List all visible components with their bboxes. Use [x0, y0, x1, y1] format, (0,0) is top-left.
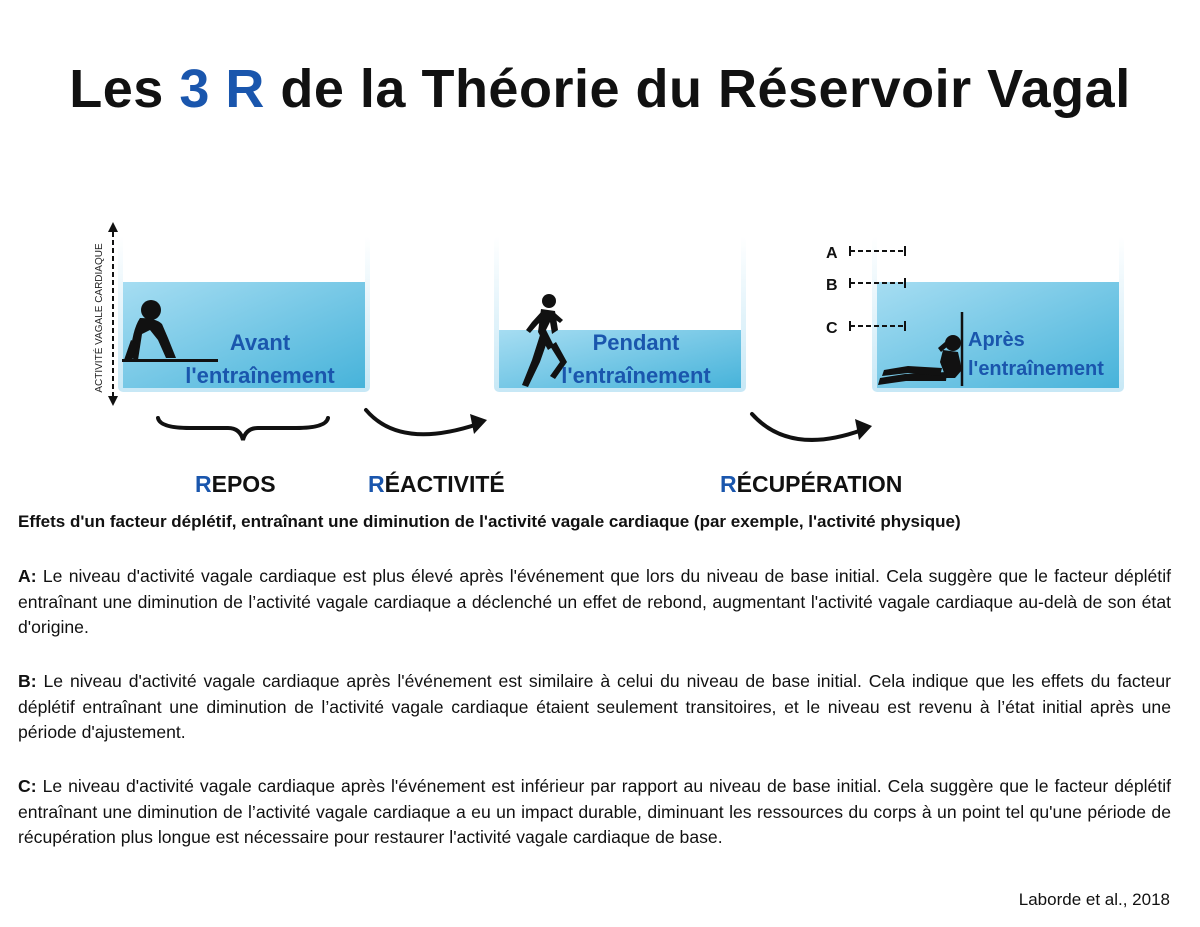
curved-arrow-reactivite	[366, 410, 487, 434]
svg-text:B: B	[826, 277, 838, 294]
curved-arrow-recuperation	[752, 414, 872, 440]
curly-brace	[158, 418, 328, 440]
title-highlight: 3 R	[179, 59, 265, 119]
container-pendant	[494, 236, 746, 392]
axis-label: ACTIVITÉ VAGALE CARDIAQUE	[94, 243, 105, 393]
stage-recuperation: RÉCUPÉRATION	[720, 471, 903, 497]
container-label-line1: Pendant	[592, 330, 680, 355]
diagram-subtitle: Effets d'un facteur déplétif, entraînant une diminution de l'activité vagale cardiaque (par exemple, l'activité physique)	[18, 512, 961, 531]
paragraph-b: B: Le niveau d'activité vagale cardiaque après l'événement est similaire à celui du niveau de base initial. Cela indique que les effets du facteur déplétif entraînant une diminution de l’activité vagale cardiaque étaient seulement transitoires, et le niveau est revenu à l’état initial après une période d'ajustement.	[18, 671, 1171, 742]
container-label-line2: l'entraînement	[185, 363, 335, 388]
container-avant	[118, 236, 370, 392]
container-label-line2: l'entraînement	[968, 358, 1104, 380]
stage-repos: REPOS	[195, 471, 276, 497]
svg-text:C: C	[826, 320, 838, 337]
paragraph-c: C: Le niveau d'activité vagale cardiaque après l'événement est inférieur par rapport au niveau de base initial. Cela suggère que le facteur déplétif entraînant une diminution de l’activité vagale cardiaque a eu un impact durable, diminuant les ressources du corps à un point tel qu'une période de récupération plus longue est nécessaire pour restaurer l'activité vagale cardiaque de base.	[18, 776, 1171, 847]
axis-arrow	[108, 222, 118, 406]
container-label-line2: l'entraînement	[561, 363, 711, 388]
svg-text:A: A	[826, 245, 838, 262]
stage-reactivite: RÉACTIVITÉ	[368, 471, 505, 497]
container-label-line1: Avant	[229, 330, 291, 355]
container-label-line1: Après	[968, 329, 1025, 351]
container-apres	[872, 236, 1124, 392]
paragraph-a: A: Le niveau d'activité vagale cardiaque est plus élevé après l'événement que lors du niveau de base initial. Cela suggère que le facteur déplétif entraînant une diminution de l’activité vagale cardiaque a déclenché un effet de rebond, augmentant l'activité vagale cardiaque au-delà de son état d'origine.	[18, 566, 1171, 637]
citation: Laborde et al., 2018	[1018, 890, 1170, 909]
page-title: Les 3 R de la Théorie du Réservoir Vagal	[69, 59, 1131, 119]
